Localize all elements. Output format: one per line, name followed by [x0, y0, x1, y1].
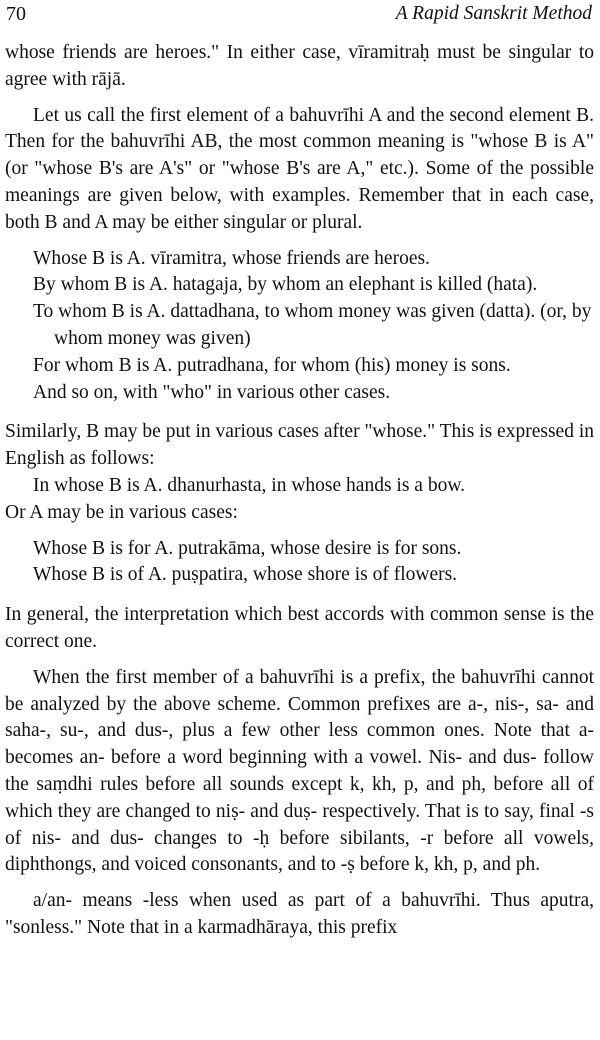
paragraph-in-general: In general, the interpretation which best accords with common sense is the correct one. — [5, 604, 594, 652]
paragraph-bahuvrihi-definition: Let us call the first element of a bahuvrīhi A and the second element B. Then for the bahuvrīhi AB, the most common meaning is "whose B is A" (or "whose B's are A's" or "whose B's are A," etc.). Some of the possible meanings are given below, with examples. Remember that in each case, both B and A may be either singular or plural. — [5, 104, 594, 233]
example-list-cases — [5, 536, 594, 590]
paragraph-similarly: Similarly, B may be put in various cases after "whose." This is expressed in English as follows: — [5, 421, 594, 470]
example-item: To whom B is A. dattadhana, to whom money was given (datta). (or, by whom money was given) — [33, 301, 592, 349]
example-item: And so on, with "who" in various other cases. — [33, 381, 391, 403]
paragraph-a-an: a/an- means -less when used as part of a bahuvrīhi. Thus aputra, "sonless." Note that in a karmadhāraya, this prefix — [5, 890, 594, 938]
example-item: Whose B is of A. puṣpatira, whose shore is of flowers. — [33, 564, 458, 586]
page-header — [0, 0, 600, 30]
example-item: Whose B is for A. putrakāma, whose desire is for sons. — [33, 537, 462, 559]
running-title: A Rapid Sanskrit Method — [395, 3, 592, 24]
paragraph-continuation: whose friends are heroes." In either case, vīramitraḥ must be singular to agree with rājā. — [5, 42, 594, 90]
page-number: 70 — [6, 3, 26, 25]
paragraph-prefix: When the first member of a bahuvrīhi is a prefix, the bahuvrīhi cannot be analyzed by the above scheme. Common prefixes are a-, nis-, sa- and saha-, su-, and dus-, plus a few other less common ones. Note that a- becomes an- before a word beginning with a vowel. Nis- and dus- follow the saṃdhi rules before all sounds except k, kh, p, and ph, before all of which they are changed to niṣ- and duṣ- respectively. That is to say, final -s of nis- and dus- changes to -ḥ before sibilants, -r before all vowels, diphthongs, and voiced consonants, and to -ṣ before k, kh, p, and ph. — [5, 666, 594, 876]
example-list-meanings — [5, 246, 594, 407]
example-item: Whose B is A. vīramitra, whose friends are heroes. — [33, 247, 430, 269]
example-item: For whom B is A. putradhana, for whom (his) money is sons. — [33, 354, 511, 376]
paragraph-or-a: Or A may be in various cases: — [5, 501, 238, 523]
example-item: In whose B is A. dhanurhasta, in whose hands is a bow. — [33, 474, 466, 496]
body-text — [5, 40, 594, 942]
example-item: By whom B is A. hatagaja, by whom an elephant is killed (hata). — [33, 274, 538, 296]
